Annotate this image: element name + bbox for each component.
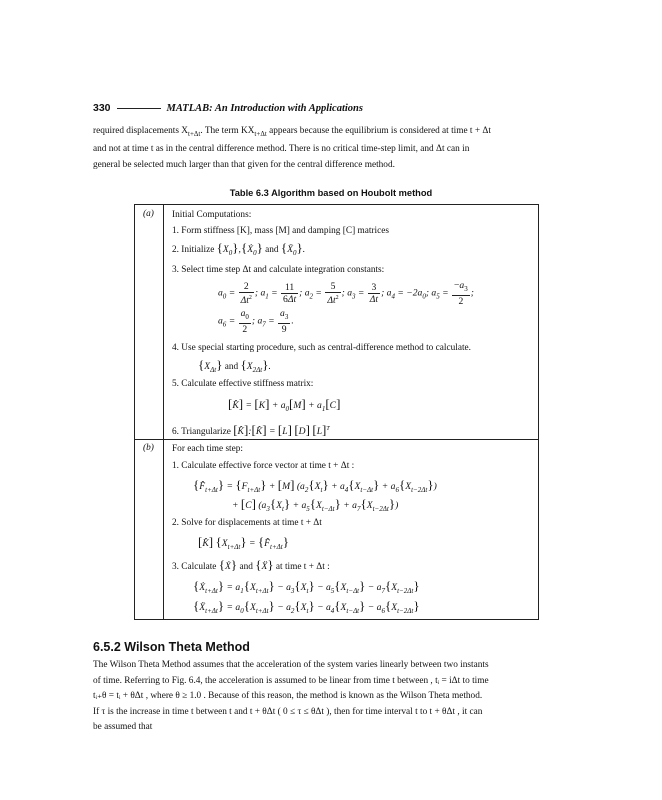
starting-values: $\{X_{\Delta t}\}$ and $\{X_{2\Delta t}\}$.: [198, 357, 271, 374]
table-row-divider: [134, 439, 539, 440]
header-rule: [117, 108, 161, 109]
wilson-line-1: The Wilson Theta Method assumes that the acceleration of the system varies linearly between two instants: [93, 660, 489, 670]
section-b-step-2: 2. Solve for displacements at time t + Δt: [172, 518, 322, 528]
wilson-line-2: of time. Referring to Fig. 6.4, the acceleration is assumed to be linear from time t between , tᵢ = iΔt to time: [93, 675, 489, 686]
section-a-step-5: 5. Calculate effective stiffness matrix:: [172, 379, 314, 389]
running-head: [93, 102, 363, 114]
integration-constants-line-1: $a_0$ = $\frac{2}{\Delta t^2}$ ; $a_1$ = $\frac{11}{6\Delta t}$ ; $a_2$ = $\frac{5}{\Delta t^2}$ ; $a_3$ = $\frac{3}{\Delta t}$ ; $a_4 = -2a_0$; $a_5$ = $\frac{-a_3}{2}$ ;: [218, 280, 474, 307]
intro-line-2: and not at time t as in the central difference method. There is no critical time-step limit, and Δt can in: [93, 144, 470, 155]
section-b-step-3: 3. Calculate {Ẋ} and {Ẍ} at time t + Δt :: [172, 557, 330, 572]
intro-line-3: general be selected much larger than that given for the central difference method.: [93, 159, 395, 170]
wilson-line-3: tᵢ₊θ = tᵢ + θΔt , where θ ≥ 1.0 . Because of this reason, the method is known as the Wilson Theta method.: [93, 691, 483, 701]
section-b-label: (b): [143, 443, 154, 453]
section-a-label: (a): [143, 209, 154, 219]
section-b-heading: For each time step:: [172, 444, 243, 454]
intro-line-1: required displacements $X_{t+\Delta t}$. The term $KX_{t+\Delta t}$ appears because the equilibrium is considered at time t + Δt: [93, 126, 491, 138]
acceleration-equation: {Ẍ$_{t+\Delta t}$} = $a_0\{X_{t+\Delta t}\} - a_2\{X_t\} - a_4\{X_{t-\Delta t}\} - a_6\{X_{t-2\Delta t}\}$: [193, 598, 420, 615]
integration-constants-line-2: $a_6$ = $\frac{a_0}{2}$ ; $a_7$ = $\frac{a_3}{9}$ .: [218, 308, 294, 335]
section-a-step-6: 6. Triangularize [K̂]:[K̂] = [L] [D] $[L]^T$: [172, 422, 330, 438]
wilson-line-5: be assumed that: [93, 722, 153, 732]
displacement-solve-equation: [K̂] $\{X_{t+\Delta t}\}$ = $\{F̂_{t+\Delta t}\}$: [198, 534, 289, 551]
intro-paragraph: [93, 124, 569, 173]
section-a-step-4: 4. Use special starting procedure, such as central-difference method to calculate.: [172, 343, 472, 353]
section-b-step-1: 1. Calculate effective force vector at time t + Δt :: [172, 461, 355, 471]
section-heading: 6.5.2 Wilson Theta Method: [93, 640, 250, 654]
page-number: 330: [93, 102, 111, 114]
velocity-equation: {Ẋ$_{t+\Delta t}$} = $a_1\{X_{t+\Delta t}\} - a_3\{X_t\} - a_5\{X_{t-\Delta t}\} - a_7\{X_{t-2\Delta t}\}$: [193, 578, 420, 595]
table-column-divider: [163, 204, 164, 620]
section-a-step-2: 2. Initialize $\{X_0\},\{Ẋ_0\}$ and {Ẍ$_0$}.: [172, 240, 306, 257]
wilson-theta-paragraph: [93, 658, 569, 736]
table-caption: Table 6.3 Algorithm based on Houbolt method: [229, 188, 433, 198]
wilson-line-4: If τ is the increase in time t between t and t + θΔt ( 0 ≤ τ ≤ θΔt ), then for time interval t to t + θΔt , it can: [93, 706, 483, 717]
section-a-step-3: 3. Select time step Δt and calculate integration constants:: [172, 265, 385, 275]
section-a-step-1: 1. Form stiffness [K], mass [M] and damping [C] matrices: [172, 226, 389, 236]
effective-force-equation-1: $\{F̂_{t+\Delta t}\} = \{F_{t+\Delta t}\} + [M] (a_2\{X_t\} + a_4\{X_{t-\Delta t}\} + a_6\{X_{t-2\Delta t}\})$: [193, 477, 437, 494]
section-a-heading: Initial Computations:: [172, 210, 252, 220]
effective-stiffness-equation: [K̂] = $[K] + a_0[M] + a_1[C]$: [228, 396, 341, 413]
effective-force-equation-2: + [C] $(a_3\{X_t\} + a_5\{X_{t-\Delta t}\} + a_7\{X_{t-2\Delta t}\})$: [232, 496, 399, 513]
book-title: MATLAB: An Introduction with Applications: [166, 103, 363, 114]
